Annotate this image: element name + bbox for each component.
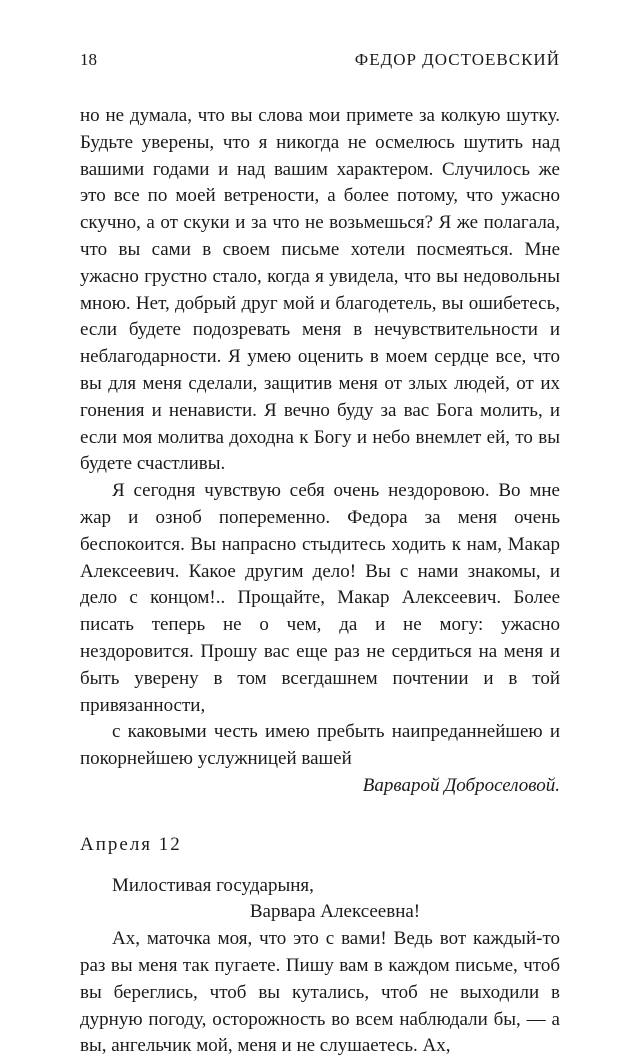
book-page (80, 0, 560, 1057)
letter1-paragraph-2: Я сегодня чувствую себя очень нездоровою. Во мне жар и озноб попеременно. Федора за меня очень беспокоится. Вы напрасно стыдитесь ходить к нам, Макар Алексеевич. Какое другим дело! Вы с нами знакомы, и дело с концом!.. Прощайте, Макар Алексеевич. Более писать теперь не о чем, да и не могу: ужасно нездоровится. Прошу вас еще раз не сердиться на меня и быть уверену в том всегдашнем почтении и в той привязанности, (80, 480, 560, 716)
letter2-paragraph-1: Ах, маточка моя, что это с вами! Ведь вот каждый-то раз вы меня так пугаете. Пишу вам в каждом письме, чтоб вы береглись, чтоб вы кутались, чтоб не выходили в дурную погоду, осторожность во всем наблюдали бы, — а вы, ангельчик мой, меня и не слушаетесь. Ах, (80, 928, 560, 1057)
letter1-paragraph-1: но не думала, что вы слова мои примете за колкую шутку. Будьте уверены, что я никогда не осмелюсь шутить над вашими годами и над вашим характером. Случилось же это все по моей ветрености, а более потому, что ужасно скучно, а от скуки и за что не возьмешься? Я же полагала, что вы сами в своем письме хотели посмеяться. Мне ужасно грустно стало, когда я увидела, что вы недовольны мною. Нет, добрый друг мой и благодетель, вы ошибетесь, если будете подозревать меня в нечувствительности и неблагодарности. Я умею оценить в моем сердце все, что вы для меня сделали, защитив меня от злых людей, от их гонения и ненависти. Я вечно буду за вас Бога молить, и если моя молитва доходна к Богу и небо внемлет ей, то вы будете счастливы. (80, 105, 560, 475)
letter2-salutation: Милостивая государыня, (112, 874, 314, 896)
letter2-addressee: Варвара Алексеевна! (249, 901, 421, 923)
body-text (80, 103, 560, 1060)
page-number: 18 (80, 50, 97, 69)
letter1-signature: Варварой Доброселовой. (362, 774, 560, 796)
running-head: ФЕДОР ДОСТОЕВСКИЙ (354, 50, 560, 69)
letter2-date: Апреля 12 (80, 833, 182, 855)
letter1-closing: с каковыми честь имею пребыть наипреданнейшею и покорнейшею услужницей вашей (80, 721, 560, 770)
page-header (80, 46, 560, 74)
